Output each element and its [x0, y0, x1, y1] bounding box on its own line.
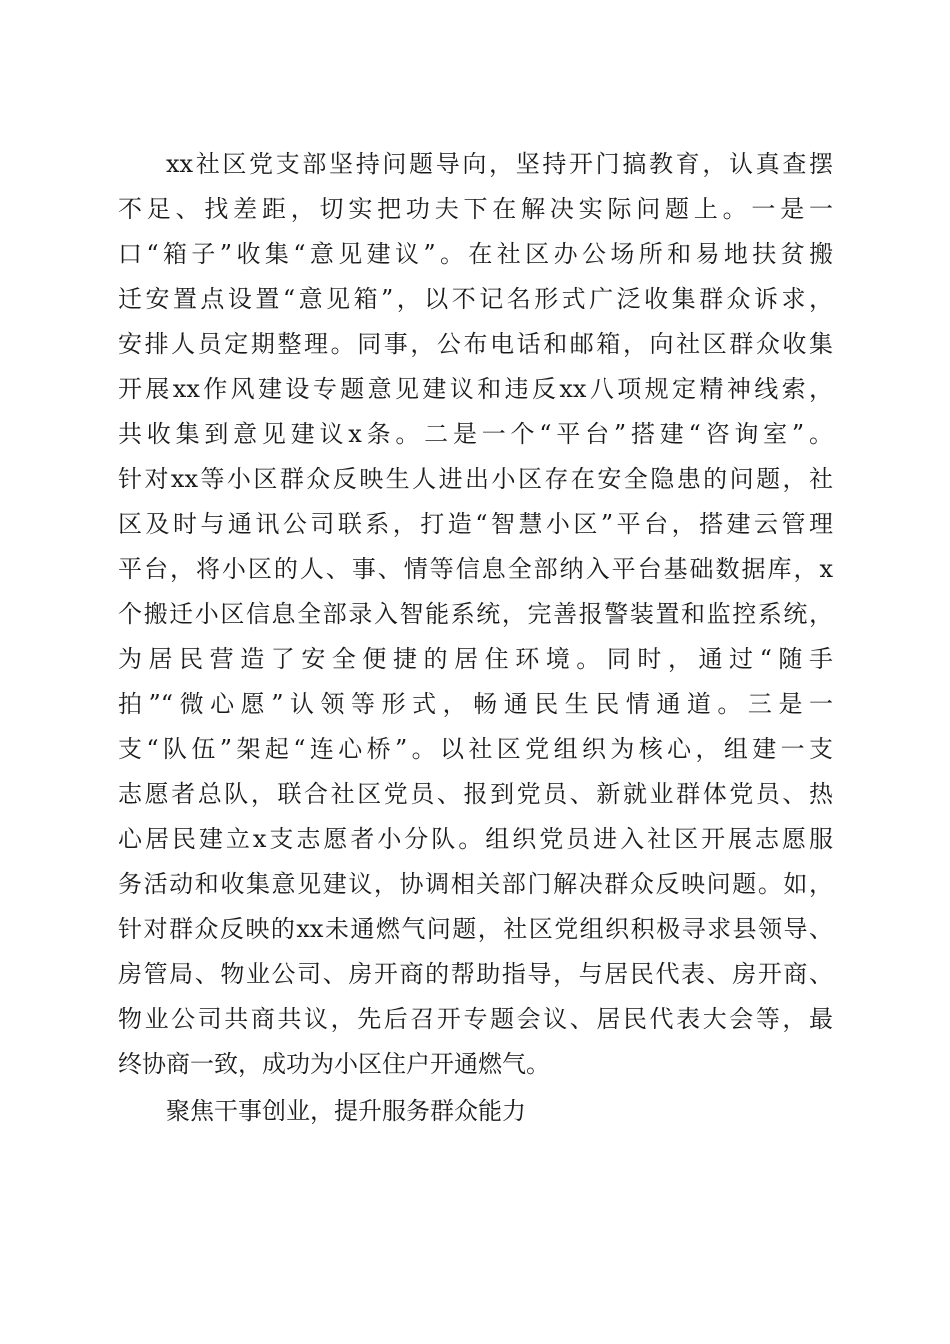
paragraph-community-party-branch — [118, 142, 833, 1087]
paragraph-line: 针对群众反映的xx未通燃气问题，社区党组织积极寻求县领导、 — [118, 915, 833, 943]
paragraph-line: 务活动和收集意见建议，协调相关部门解决群众反映问题。如， — [118, 870, 833, 898]
paragraph-line: xx社区党支部坚持问题导向，坚持开门搞教育，认真查摆 — [166, 150, 833, 178]
paragraph-line: 拍”“微心愿”认领等形式，畅通民生民情通道。三是一 — [118, 690, 833, 718]
paragraph-line: 个搬迁小区信息全部录入智能系统，完善报警装置和监控系统， — [118, 600, 833, 628]
paragraph-line: 心居民建立x支志愿者小分队。组织党员进入社区开展志愿服 — [118, 825, 833, 853]
section-heading: 聚焦干事创业，提升服务群众能力 — [166, 1097, 526, 1125]
paragraph-line: 迁安置点设置“意见箱”，以不记名形式广泛收集群众诉求， — [118, 285, 833, 313]
paragraph-line: 区及时与通讯公司联系，打造“智慧小区”平台，搭建云管理 — [118, 510, 833, 538]
paragraph-line: 针对xx等小区群众反映生人进出小区存在安全隐患的问题，社 — [118, 465, 833, 493]
paragraph-line: 安排人员定期整理。同事，公布电话和邮箱，向社区群众收集 — [118, 330, 833, 358]
paragraph-line: 物业公司共商共议，先后召开专题会议、居民代表大会等，最 — [118, 1005, 833, 1033]
paragraph-line: 支“队伍”架起“连心桥”。以社区党组织为核心，组建一支 — [118, 735, 833, 763]
paragraph-line: 房管局、物业公司、房开商的帮助指导，与居民代表、房开商、 — [118, 960, 833, 988]
document-body — [118, 142, 833, 1134]
paragraph-line: 共收集到意见建议x条。二是一个“平台”搭建“咨询室”。 — [118, 420, 833, 448]
paragraph-line: 不足、找差距，切实把功夫下在解决实际问题上。一是一 — [118, 195, 833, 223]
paragraph-line: 终协商一致，成功为小区住户开通燃气。 — [118, 1050, 550, 1078]
paragraph-line: 开展xx作风建设专题意见建议和违反xx八项规定精神线索， — [118, 375, 833, 403]
paragraph-line: 平台，将小区的人、事、情等信息全部纳入平台基础数据库，x — [118, 555, 833, 583]
paragraph-line: 为居民营造了安全便捷的居住环境。同时，通过“随手 — [118, 645, 833, 673]
paragraph-line: 志愿者总队，联合社区党员、报到党员、新就业群体党员、热 — [118, 780, 833, 808]
paragraph-line: 口“箱子”收集“意见建议”。在社区办公场所和易地扶贫搬 — [118, 240, 833, 268]
